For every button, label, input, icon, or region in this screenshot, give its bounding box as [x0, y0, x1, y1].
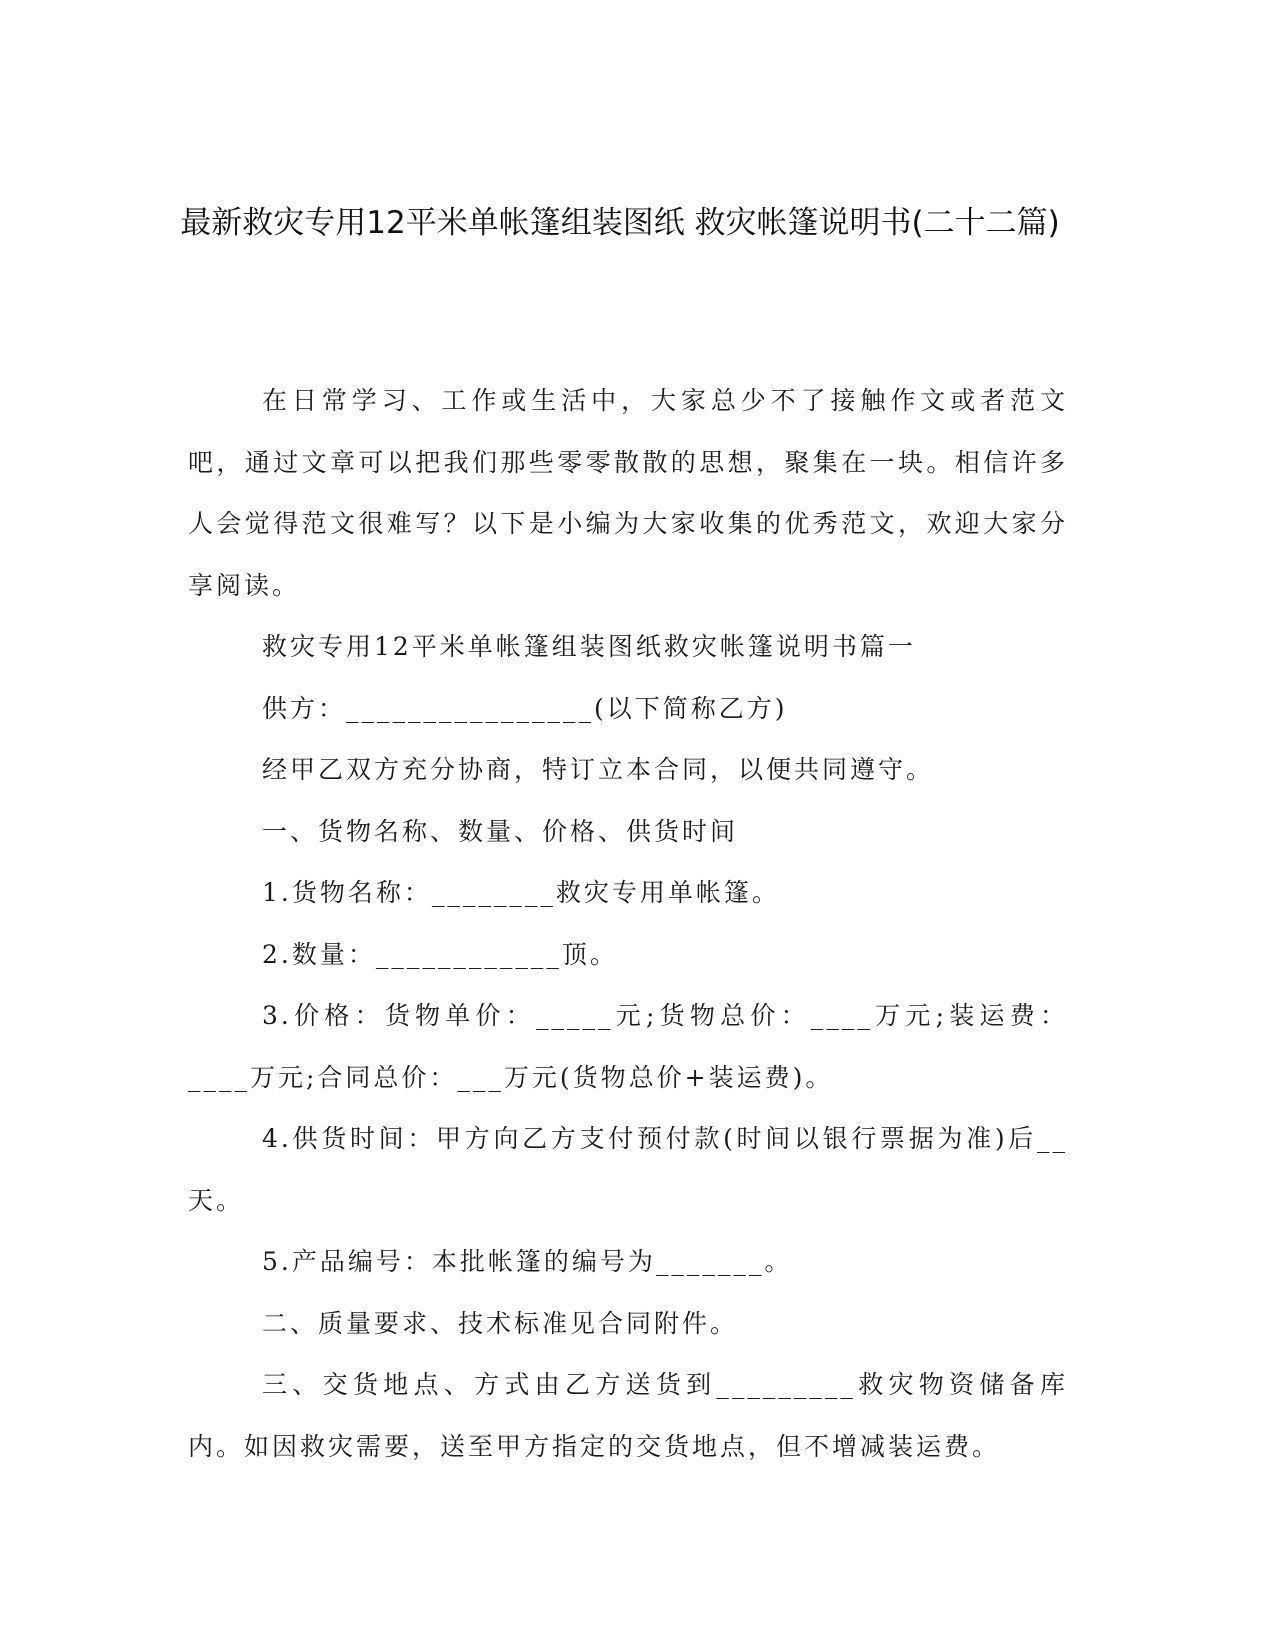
- paragraph-quantity: 2.数量：____________顶。: [262, 939, 618, 969]
- paragraph-delivery-place: 三、交货地点、方式由乙方送货到_________救灾物资储备库内。如因救灾需要，送至甲方指定的交货地点，但不增减装运费。: [188, 1370, 1068, 1461]
- paragraph-supplier: 供方：________________(以下简称乙方): [262, 693, 788, 723]
- paragraph-goods-name: 1.货物名称：________救灾专用单帐篷。: [262, 878, 780, 907]
- paragraph-intro: 在日常学习、工作或生活中，大家总少不了接触作文或者范文吧，通过文章可以把我们那些零零散散的思想，聚集在一块。相信许多人会觉得范文很难写？以下是小编为大家收集的优秀范文，欢迎大家分享阅读。: [188, 386, 1068, 600]
- document-title: 最新救灾专用12平米单帐篷组装图纸 救灾帐篷说明书(二十二篇): [180, 205, 1060, 241]
- paragraph-clause-1-heading: 一、货物名称、数量、价格、供货时间: [262, 816, 739, 846]
- paragraph-delivery-time: 4.供货时间：甲方向乙方支付预付款(时间以银行票据为准)后__天。: [188, 1124, 1068, 1215]
- paragraph-section-heading: 救灾专用12平米单帐篷组装图纸救灾帐篷说明书篇一: [262, 632, 916, 661]
- document-body: [188, 370, 1068, 1477]
- paragraph-price: 3.价格：货物单价：_____元;货物总价：____万元;装运费：____万元;合同总价：___万元(货物总价+装运费)。: [188, 1001, 1068, 1092]
- paragraph-quality: 二、质量要求、技术标准见合同附件。: [262, 1308, 739, 1338]
- paragraph-product-number: 5.产品编号：本批帐篷的编号为_______。: [262, 1247, 793, 1276]
- paragraph-agreement: 经甲乙双方充分协商，特订立本合同，以便共同遵守。: [262, 755, 935, 784]
